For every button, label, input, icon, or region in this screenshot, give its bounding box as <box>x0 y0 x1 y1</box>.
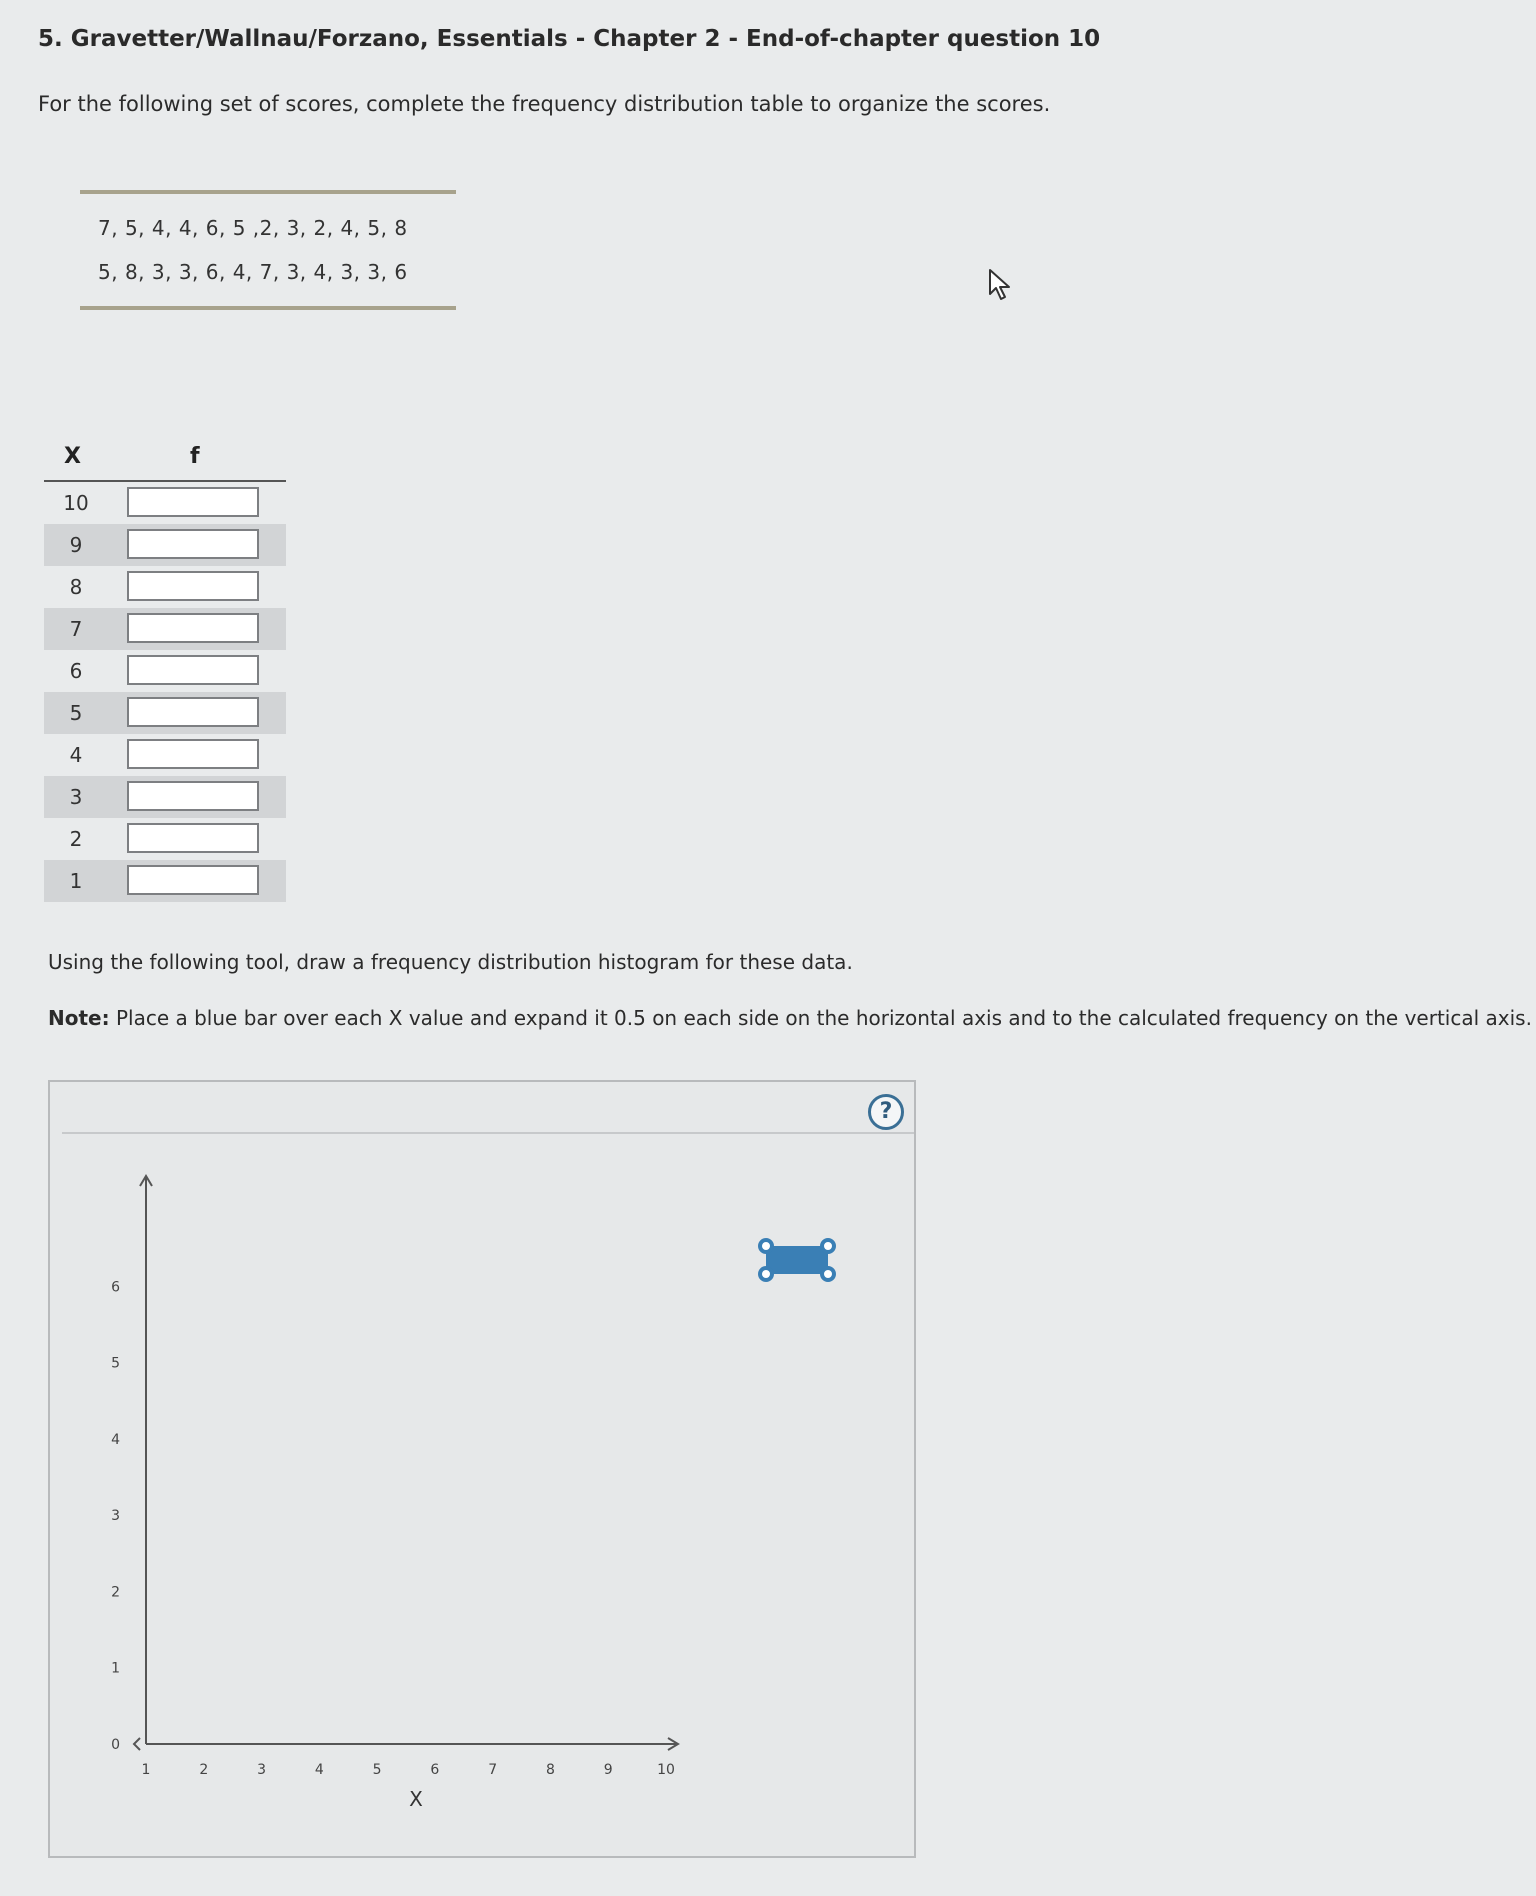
x-value: 5 <box>69 701 83 725</box>
y-tick-label: 2 <box>111 1584 120 1601</box>
note-label: Note: <box>48 1006 110 1030</box>
note-text: Place a blue bar over each X value and expand it 0.5 on each side on the horizontal axis and to the calculated frequency on the vertical axis. <box>115 1006 1532 1030</box>
table-body <box>44 482 286 902</box>
table-row <box>44 692 286 734</box>
question-title: 5. Gravetter/Wallnau/Forzano, Essentials - Chapter 2 - End-of-chapter question 10 <box>38 26 1101 52</box>
frequency-input-6[interactable] <box>127 655 259 685</box>
frequency-input-9[interactable] <box>127 529 259 559</box>
x-value: 7 <box>69 617 83 641</box>
scores-bottom-rule <box>80 306 456 310</box>
frequency-input-3[interactable] <box>127 781 259 811</box>
table-row <box>44 608 286 650</box>
frequency-input-1[interactable] <box>127 865 259 895</box>
frequency-input-10[interactable] <box>127 487 259 517</box>
scores-top-rule <box>80 190 456 194</box>
frequency-input-5[interactable] <box>127 697 259 727</box>
y-tick-label: 5 <box>111 1355 120 1372</box>
x-tick-label: 7 <box>488 1762 498 1778</box>
x-axis-label: X <box>409 1787 423 1811</box>
table-row <box>44 482 286 524</box>
x-value: 6 <box>69 659 83 683</box>
x-value: 8 <box>69 575 83 599</box>
scores-line-2: 5, 8, 3, 3, 6, 4, 7, 3, 4, 3, 3, 6 <box>98 260 408 284</box>
table-row <box>44 734 286 776</box>
histogram-plot[interactable] <box>50 1082 914 1856</box>
frequency-input-8[interactable] <box>127 571 259 601</box>
table-row <box>44 524 286 566</box>
x-tick-label: 5 <box>372 1762 382 1778</box>
x-tick-label: 8 <box>545 1762 555 1778</box>
y-tick-label: 0 <box>111 1737 120 1753</box>
scores-line-1: 7, 5, 4, 4, 6, 5 ,2, 3, 2, 4, 5, 8 <box>98 216 408 240</box>
x-tick-label: 4 <box>314 1762 324 1778</box>
table-row <box>44 860 286 902</box>
x-value: 4 <box>69 743 83 767</box>
y-tick-label: 4 <box>111 1431 120 1448</box>
frequency-input-2[interactable] <box>127 823 259 853</box>
x-tick-label: 9 <box>603 1762 613 1778</box>
histogram-graph-tool[interactable] <box>48 1080 916 1858</box>
table-instruction: For the following set of scores, complete the frequency distribution table to organize the scores. <box>38 92 1051 116</box>
x-tick-label: 6 <box>430 1762 440 1778</box>
x-value: 10 <box>63 491 89 515</box>
cursor-icon <box>988 268 1014 302</box>
y-tick-label: 6 <box>111 1279 120 1296</box>
note <box>48 1006 1532 1030</box>
x-tick-label: 2 <box>199 1762 209 1778</box>
x-tick-label: 10 <box>657 1762 675 1778</box>
frequency-input-7[interactable] <box>127 613 259 643</box>
x-tick-label: 3 <box>257 1762 267 1778</box>
table-row <box>44 566 286 608</box>
table-row <box>44 818 286 860</box>
x-value: 9 <box>69 533 83 557</box>
x-tick-label: 1 <box>141 1762 151 1778</box>
table-row <box>44 776 286 818</box>
y-tick-label: 1 <box>111 1660 120 1677</box>
frequency-table <box>44 440 286 902</box>
x-value: 3 <box>69 785 83 809</box>
y-tick-label: 3 <box>111 1508 120 1525</box>
help-icon[interactable]: ? <box>868 1094 904 1130</box>
header-x: X <box>64 444 81 469</box>
x-value: 1 <box>69 869 83 893</box>
table-header <box>44 440 286 482</box>
histogram-instruction: Using the following tool, draw a frequency distribution histogram for these data. <box>48 950 853 974</box>
x-value: 2 <box>69 827 83 851</box>
header-f: f <box>190 444 200 469</box>
x-axis-left-arrow <box>134 1738 140 1750</box>
table-row <box>44 650 286 692</box>
frequency-input-4[interactable] <box>127 739 259 769</box>
